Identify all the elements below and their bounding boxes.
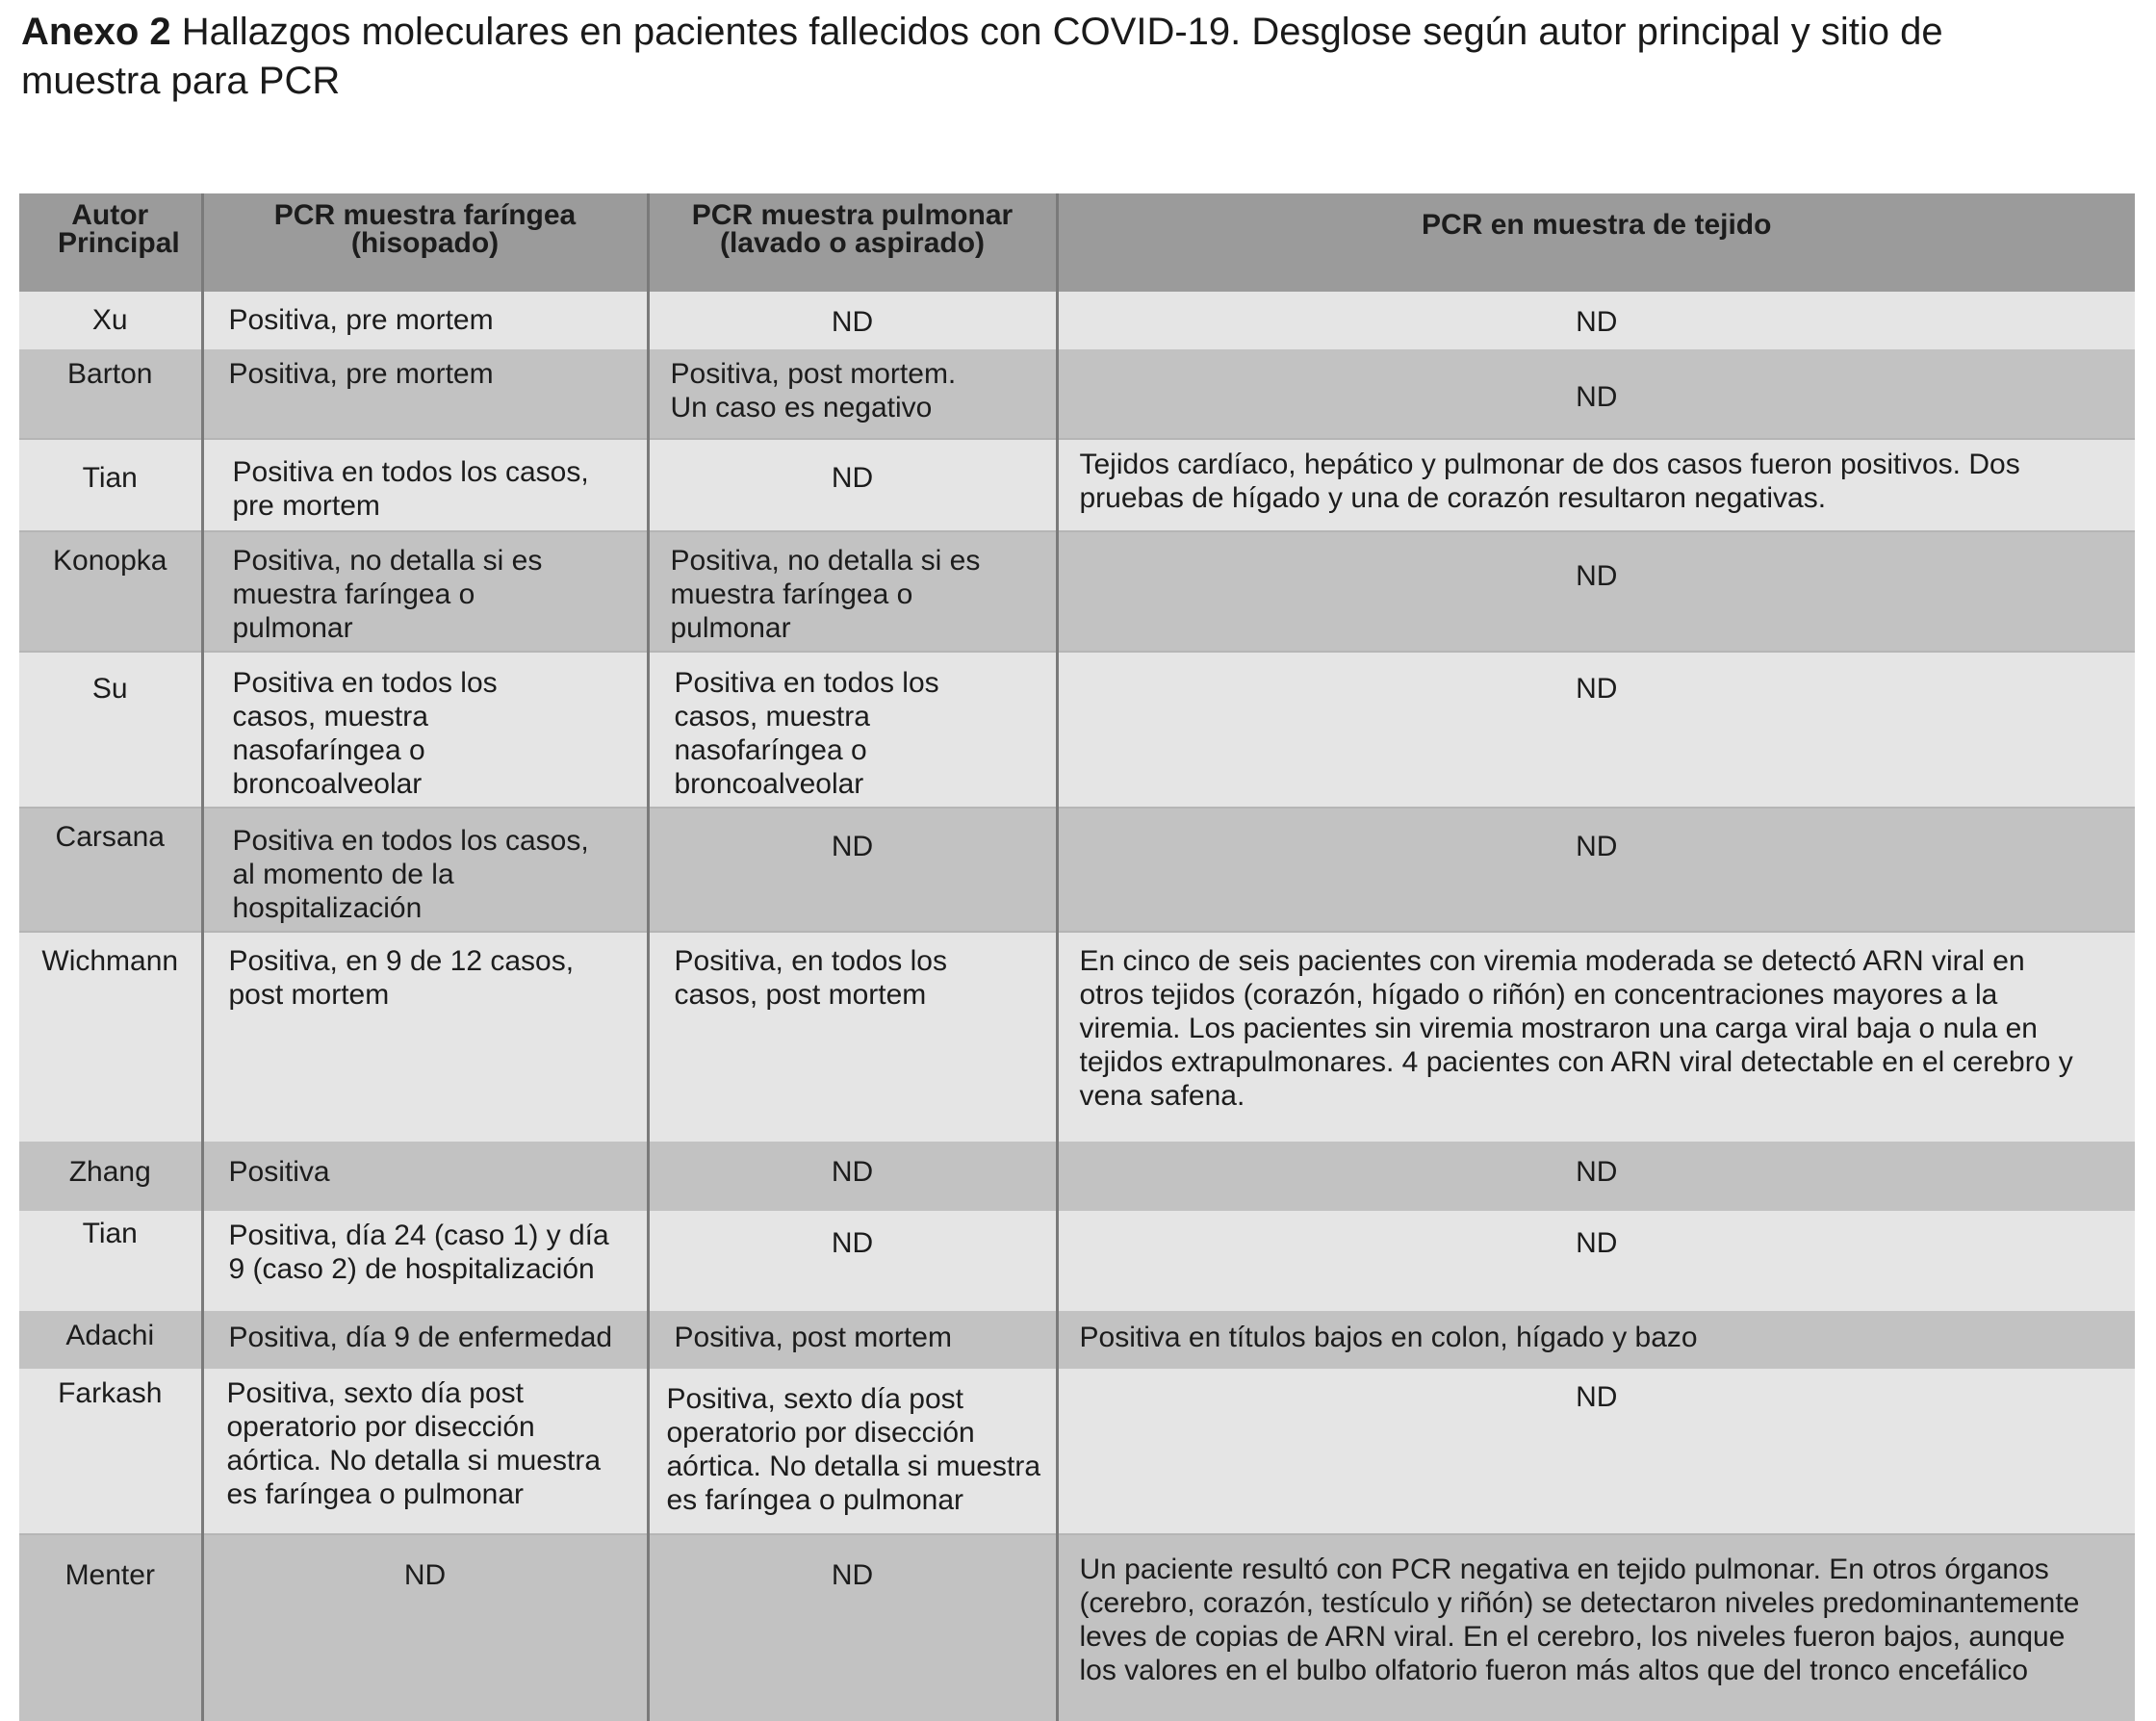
- table-row: [19, 349, 2135, 439]
- table-row: [19, 808, 2135, 932]
- cell-pulmonar: ND: [648, 292, 1057, 349]
- cell-pulmonar: ND: [648, 1534, 1057, 1721]
- table-row: [19, 1211, 2135, 1311]
- cell-faringea: Positiva en todos los casos, pre mortem: [202, 439, 648, 531]
- cell-autor: Menter: [19, 1534, 202, 1721]
- table-row: [19, 439, 2135, 531]
- header-tejido: PCR en muestra de tejido: [1057, 193, 2135, 292]
- cell-pulmonar: Positiva, sexto día post operatorio por disección aórtica. No detalla si muestra es faríngea o pulmonar: [648, 1369, 1057, 1534]
- cell-tejido: ND: [1057, 1211, 2135, 1311]
- table-row: [19, 1142, 2135, 1211]
- cell-faringea: Positiva en todos los casos, muestra nasofaríngea o broncoalveolar: [202, 652, 648, 808]
- cell-tejido: Tejidos cardíaco, hepático y pulmonar de dos casos fueron positivos. Dos pruebas de hígado y una de corazón resultaron negativas.: [1057, 439, 2135, 531]
- table-row: [19, 1311, 2135, 1369]
- table-row: [19, 1369, 2135, 1534]
- cell-pulmonar: Positiva, no detalla si es muestra faríngea o pulmonar: [648, 531, 1057, 652]
- cell-autor: Xu: [19, 292, 202, 349]
- cell-tejido: ND: [1057, 1369, 2135, 1534]
- cell-tejido: ND: [1057, 808, 2135, 932]
- cell-tejido: Positiva en títulos bajos en colon, hígado y bazo: [1057, 1311, 2135, 1369]
- cell-faringea: Positiva, día 9 de enfermedad: [202, 1311, 648, 1369]
- cell-faringea: Positiva, sexto día post operatorio por disección aórtica. No detalla si muestra es faríngea o pulmonar: [202, 1369, 648, 1534]
- cell-autor: Adachi: [19, 1311, 202, 1369]
- header-autor: Autor Principal: [19, 193, 202, 292]
- cell-pulmonar: Positiva, en todos los casos, post mortem: [648, 932, 1057, 1142]
- cell-autor: Konopka: [19, 531, 202, 652]
- caption-text: Hallazgos moleculares en pacientes fallecidos con COVID-19. Desglose según autor principal y sitio de muestra para PCR: [21, 11, 1943, 102]
- cell-pulmonar: ND: [648, 808, 1057, 932]
- cell-faringea: ND: [202, 1534, 648, 1721]
- table-caption: [21, 8, 2091, 106]
- cell-faringea: Positiva en todos los casos, al momento de la hospitalización: [202, 808, 648, 932]
- cell-tejido: ND: [1057, 531, 2135, 652]
- cell-faringea: Positiva, día 24 (caso 1) y día 9 (caso 2) de hospitalización: [202, 1211, 648, 1311]
- cell-autor: Su: [19, 652, 202, 808]
- cell-pulmonar: ND: [648, 1142, 1057, 1211]
- cell-autor: Tian: [19, 1211, 202, 1311]
- findings-table: [19, 193, 2135, 1721]
- table-row: [19, 1534, 2135, 1721]
- cell-pulmonar: ND: [648, 439, 1057, 531]
- header-faringea: PCR muestra faríngea (hisopado): [202, 193, 648, 292]
- cell-autor: Tian: [19, 439, 202, 531]
- caption-label: Anexo 2: [21, 11, 171, 53]
- cell-autor: Farkash: [19, 1369, 202, 1534]
- cell-pulmonar: ND: [648, 1211, 1057, 1311]
- table-row: [19, 292, 2135, 349]
- cell-tejido: ND: [1057, 652, 2135, 808]
- table-row: [19, 932, 2135, 1142]
- table-row: [19, 652, 2135, 808]
- cell-faringea: Positiva: [202, 1142, 648, 1211]
- table-row: [19, 531, 2135, 652]
- cell-tejido: En cinco de seis pacientes con viremia moderada se detectó ARN viral en otros tejidos (corazón, hígado o riñón) en concentraciones mayores a la viremia. Los pacientes sin viremia mostraron una carga viral baja o nula en tejidos extrapulmonares. 4 pacientes con ARN viral detectable en el cerebro y vena safena.: [1057, 932, 2135, 1142]
- cell-pulmonar: Positiva, post mortem: [648, 1311, 1057, 1369]
- cell-autor: Barton: [19, 349, 202, 439]
- cell-tejido: Un paciente resultó con PCR negativa en tejido pulmonar. En otros órganos (cerebro, corazón, testículo y riñón) se detectaron niveles predominantemente leves de copias de ARN viral. En el cerebro, los niveles fueron bajos, aunque los valores en el bulbo olfatorio fueron más altos que del tronco encefálico: [1057, 1534, 2135, 1721]
- cell-faringea: Positiva, pre mortem: [202, 292, 648, 349]
- cell-tejido: ND: [1057, 1142, 2135, 1211]
- cell-autor: Wichmann: [19, 932, 202, 1142]
- cell-pulmonar: Positiva en todos los casos, muestra nasofaríngea o broncoalveolar: [648, 652, 1057, 808]
- cell-autor: Zhang: [19, 1142, 202, 1211]
- cell-faringea: Positiva, pre mortem: [202, 349, 648, 439]
- header-pulmonar: PCR muestra pulmonar (lavado o aspirado): [648, 193, 1057, 292]
- header-row: [19, 193, 2135, 292]
- cell-pulmonar: Positiva, post mortem. Un caso es negativo: [648, 349, 1057, 439]
- cell-autor: Carsana: [19, 808, 202, 932]
- cell-tejido: ND: [1057, 349, 2135, 439]
- cell-faringea: Positiva, en 9 de 12 casos, post mortem: [202, 932, 648, 1142]
- cell-tejido: ND: [1057, 292, 2135, 349]
- cell-faringea: Positiva, no detalla si es muestra faríngea o pulmonar: [202, 531, 648, 652]
